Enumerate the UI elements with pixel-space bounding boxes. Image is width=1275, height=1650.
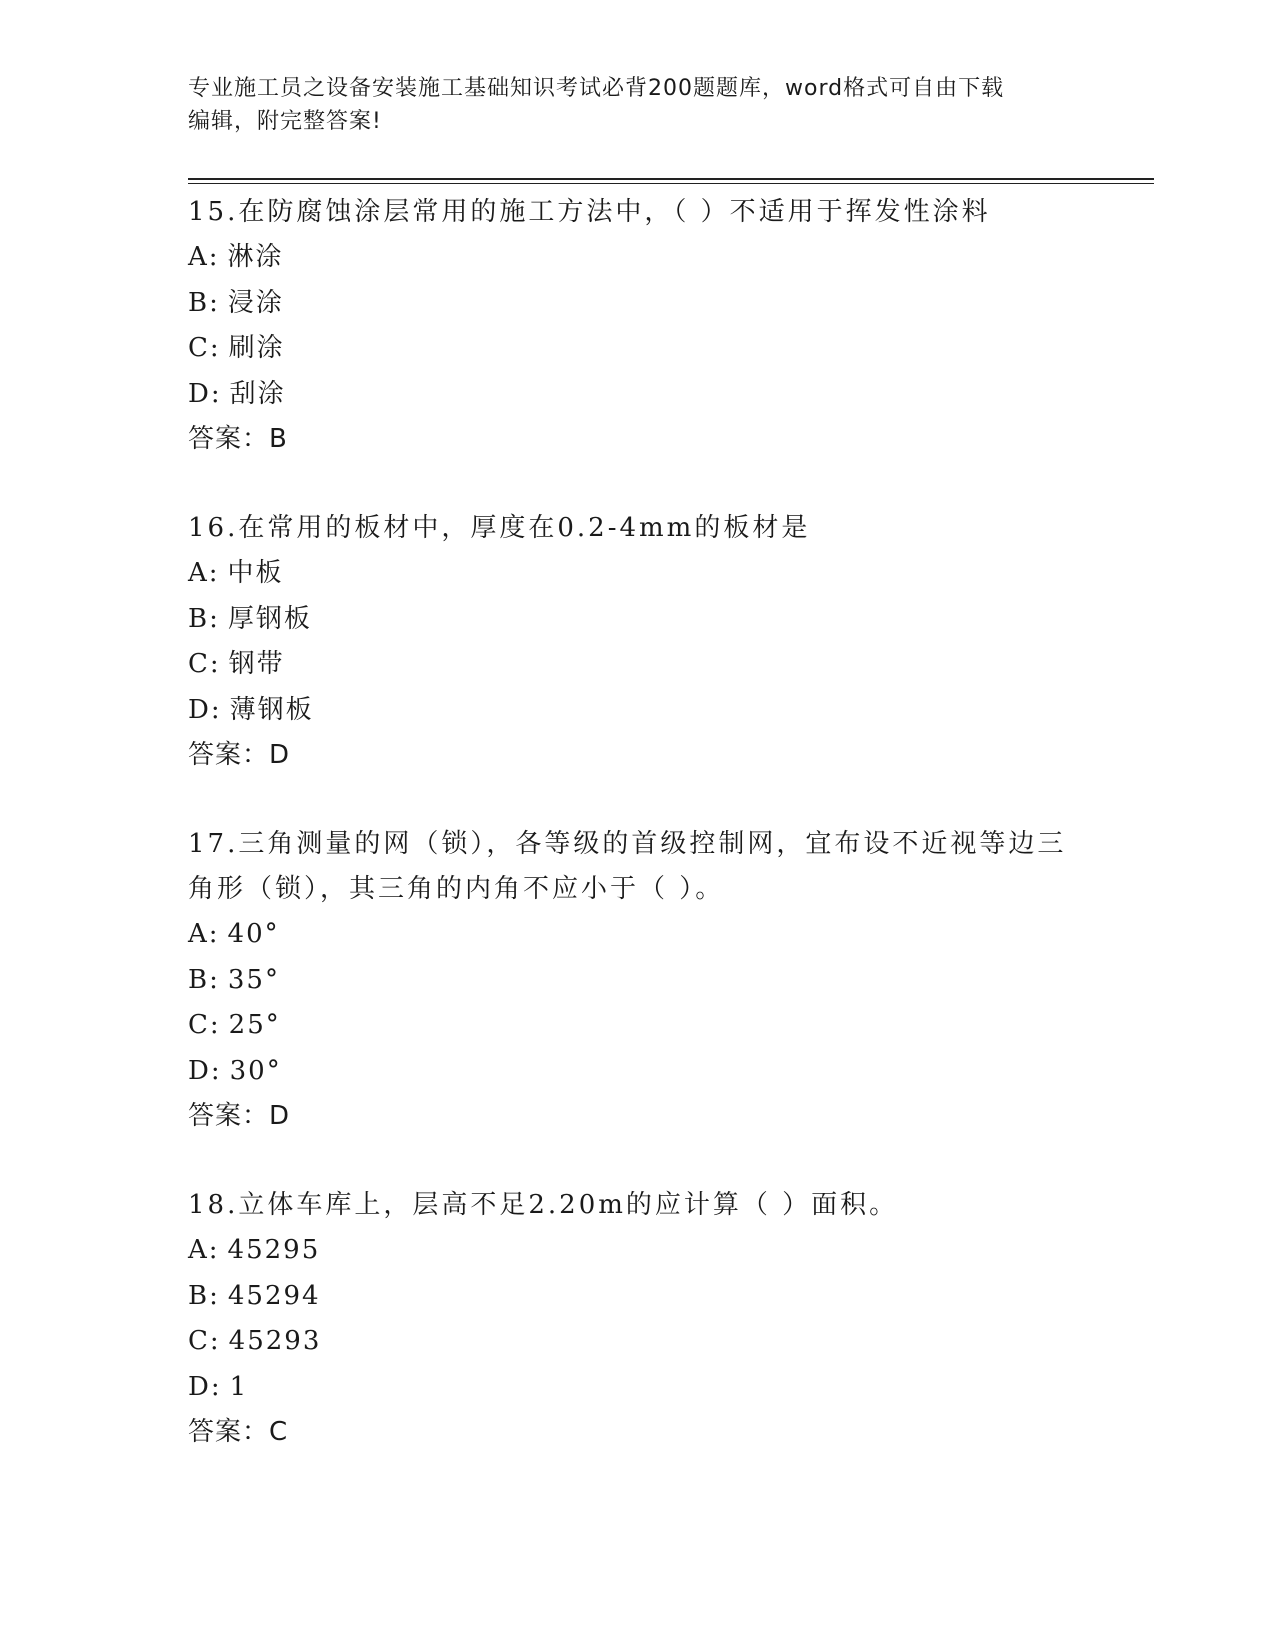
option-key: A: [188,558,220,588]
option-value: 淋涂 [227,242,284,272]
option-d [188,1049,1088,1095]
option-key: A: [188,1235,220,1265]
option-a [188,235,1088,281]
option-b [188,958,1088,1004]
option-value: 1 [229,1371,249,1402]
option-value: 45294 [227,1280,321,1311]
header-divider-thin [188,183,1154,184]
answer-line: 答案：B [188,424,288,454]
option-value: 45293 [228,1326,322,1356]
option-a [188,551,1088,597]
question-item [188,506,1088,778]
option-key: A: [188,242,220,272]
option-key: A: [188,919,220,949]
option-value: 刮涂 [229,378,286,409]
option-value: 钢带 [228,649,285,679]
option-key: B: [188,964,220,995]
question-item [188,822,1088,1139]
option-value: 45295 [227,1235,321,1265]
option-b [188,281,1088,327]
question-item [188,1183,1088,1455]
option-d [188,372,1088,418]
option-a [188,912,1088,958]
question-text: 18.立体车库上，层高不足2.20m的应计算（ ）面积。 [188,1190,899,1220]
question-text: 16.在常用的板材中，厚度在0.2-4mm的板材是 [188,513,811,543]
option-key: B: [188,1280,220,1311]
option-key: B: [188,287,220,318]
option-a [188,1228,1088,1274]
option-key: D: [188,694,222,725]
option-key: C: [188,1326,221,1356]
option-key: D: [188,1055,222,1086]
option-key: C: [188,649,221,679]
option-value: 25° [228,1010,281,1040]
option-key: C: [188,1010,221,1040]
document-header [188,72,1068,138]
header-divider-thick [188,178,1154,180]
option-key: B: [188,603,220,634]
header-line-1: 专业施工员之设备安装施工基础知识考试必背200题题库，word格式可自由下载 [188,76,1005,101]
question-item [188,190,1088,462]
option-value: 中板 [227,558,284,588]
question-list [188,190,1088,1499]
answer-line: 答案：D [188,1101,291,1131]
option-c [188,1003,1088,1049]
option-b [188,597,1088,643]
header-line-2: 编辑，附完整答案! [188,109,382,134]
option-value: 35° [227,964,280,995]
question-text: 15.在防腐蚀涂层常用的施工方法中，（ ）不适用于挥发性涂料 [188,197,991,227]
option-c [188,642,1088,688]
option-value: 浸涂 [227,287,284,318]
option-d [188,1365,1088,1411]
option-c [188,1319,1088,1365]
option-value: 刷涂 [228,333,285,363]
option-b [188,1274,1088,1320]
answer-line: 答案：C [188,1417,289,1447]
option-key: D: [188,378,222,409]
option-c [188,326,1088,372]
option-value: 薄钢板 [229,694,314,725]
option-value: 厚钢板 [227,603,312,634]
option-key: C: [188,333,221,363]
option-value: 40° [227,919,280,949]
option-key: D: [188,1371,222,1402]
option-d [188,688,1088,734]
answer-line: 答案：D [188,740,291,770]
option-value: 30° [229,1055,282,1086]
question-text: 17.三角测量的网（锁），各等级的首级控制网，宜布设不近视等边三角形（锁），其三角的内角不应小于（ ）。 [188,829,1067,904]
